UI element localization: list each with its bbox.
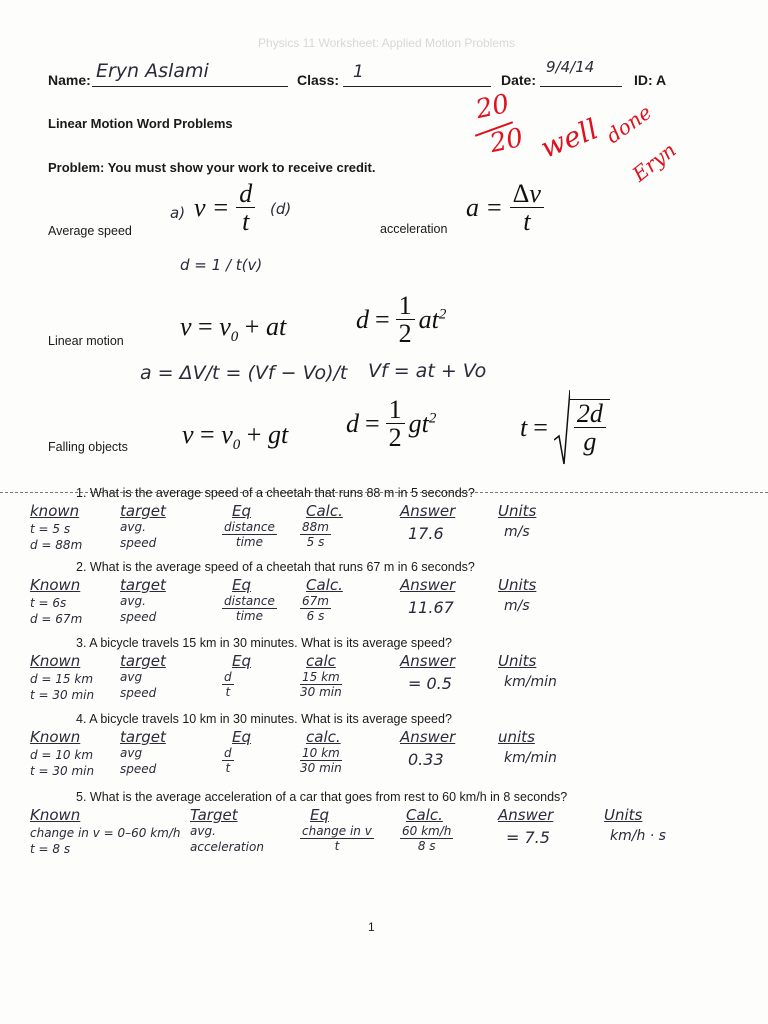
equation-numerator: d bbox=[224, 670, 232, 684]
known-header: Known bbox=[30, 576, 81, 594]
answer-header: Answer bbox=[400, 576, 456, 594]
class-value: 1 bbox=[353, 62, 364, 82]
question-number: 5. bbox=[76, 790, 87, 804]
target-header: Target bbox=[190, 806, 238, 824]
calculation-denominator: 5 s bbox=[306, 535, 325, 549]
target-value: speed bbox=[120, 610, 157, 624]
known-value: t = 8 s bbox=[30, 842, 71, 856]
falling-distance-formula: d = $\frac{1}{2}$ $gt^2$ bbox=[346, 395, 437, 453]
known-value: t = 6s bbox=[30, 596, 67, 610]
calc-header: calc bbox=[306, 652, 336, 670]
class-label: Class: bbox=[297, 72, 340, 88]
radical-sign-icon bbox=[554, 388, 570, 468]
acceleration-label: acceleration bbox=[380, 222, 448, 236]
calculation-fraction bbox=[300, 746, 342, 775]
page-number: 1 bbox=[368, 920, 375, 934]
known-value: t = 5 s bbox=[30, 522, 71, 536]
question-text bbox=[76, 790, 567, 804]
units-header: Units bbox=[498, 502, 537, 520]
target-value: avg. bbox=[190, 824, 216, 838]
calc-header: Calc. bbox=[306, 502, 343, 520]
question-body: A bicycle travels 15 km in 30 minutes. What is its average speed? bbox=[89, 636, 452, 650]
question-number: 4. bbox=[76, 712, 87, 726]
class-field bbox=[343, 62, 491, 87]
question-body: What is the average speed of a cheetah that runs 88 m in 5 seconds? bbox=[89, 486, 475, 500]
known-value: t = 30 min bbox=[30, 764, 95, 778]
known-value: change in v = 0–60 km/h bbox=[30, 826, 181, 840]
equation-fraction bbox=[222, 520, 277, 549]
calculation-fraction bbox=[300, 670, 342, 699]
question-body: What is the average speed of a cheetah that runs 67 m in 6 seconds? bbox=[89, 560, 475, 574]
equation-denominator: time bbox=[235, 535, 263, 549]
avg-speed-note-right: (d) bbox=[270, 200, 292, 218]
target-value: avg. bbox=[120, 594, 146, 608]
calc-header: calc. bbox=[306, 728, 341, 746]
known-header: Known bbox=[30, 652, 81, 670]
calculation-numerator: 60 km/h bbox=[402, 824, 452, 838]
target-value: acceleration bbox=[190, 840, 264, 854]
grade-comment-done: done bbox=[601, 99, 656, 149]
linear-velocity-formula: $v = v_0$ + at bbox=[180, 312, 287, 346]
equation-fraction bbox=[222, 670, 234, 699]
target-value: avg. bbox=[120, 520, 146, 534]
known-value: d = 15 km bbox=[30, 672, 94, 686]
known-header: Known bbox=[30, 728, 81, 746]
equation-denominator: t bbox=[225, 761, 231, 775]
acceleration-formula: a = $\frac{\Delta v}{t}$ bbox=[466, 180, 544, 236]
avg-speed-rearranged: d = 1 / t(v) bbox=[180, 256, 263, 274]
calculation-fraction bbox=[300, 520, 331, 549]
falling-velocity-formula: $v = v_0$ + gt bbox=[182, 420, 289, 454]
faint-title: Physics 11 Worksheet: Applied Motion Problems bbox=[258, 36, 516, 50]
name-value: Eryn Aslami bbox=[96, 60, 209, 82]
target-value: avg bbox=[120, 746, 143, 760]
calc-header: Calc. bbox=[406, 806, 443, 824]
calculation-denominator: 6 s bbox=[306, 609, 325, 623]
calculation-denominator: 8 s bbox=[417, 839, 436, 853]
eq-header: Eq bbox=[232, 728, 251, 746]
grade-comment-well: well bbox=[535, 112, 603, 165]
eq-header: Eq bbox=[232, 502, 251, 520]
calculation-numerator: 67m bbox=[302, 594, 329, 608]
target-header: target bbox=[120, 576, 166, 594]
question-number: 2. bbox=[76, 560, 87, 574]
units-header: units bbox=[498, 728, 535, 746]
linear-accel-note: a = ΔV/t = (Vf − Vo)/t bbox=[140, 362, 348, 384]
known-header: known bbox=[30, 502, 80, 520]
question-text bbox=[76, 560, 475, 574]
eq-header: Eq bbox=[232, 576, 251, 594]
equation-numerator: distance bbox=[224, 520, 275, 534]
equation-numerator: change in v bbox=[302, 824, 372, 838]
units-value: km/min bbox=[504, 674, 557, 690]
answer-value: 11.67 bbox=[408, 598, 454, 617]
units-header: Units bbox=[498, 576, 537, 594]
grade-comment-name: Eryn bbox=[627, 137, 681, 187]
id-label: ID: A bbox=[634, 72, 667, 88]
answer-value: 17.6 bbox=[408, 524, 444, 543]
units-value: km/h · s bbox=[610, 828, 666, 844]
answer-value: = 7.5 bbox=[506, 828, 550, 847]
worksheet-title: Linear Motion Word Problems bbox=[48, 116, 233, 131]
name-label: Name: bbox=[48, 72, 91, 88]
equation-numerator: d bbox=[224, 746, 232, 760]
target-header: target bbox=[120, 652, 166, 670]
question-number: 1. bbox=[76, 486, 87, 500]
date-value: 9/4/14 bbox=[546, 58, 595, 76]
target-header: target bbox=[120, 728, 166, 746]
target-header: target bbox=[120, 502, 166, 520]
calculation-fraction bbox=[400, 824, 453, 853]
question-number: 3. bbox=[76, 636, 87, 650]
equation-fraction bbox=[222, 594, 277, 623]
eq-header: Eq bbox=[310, 806, 329, 824]
calculation-denominator: 30 min bbox=[300, 761, 342, 775]
units-value: km/min bbox=[504, 750, 557, 766]
question-text bbox=[76, 486, 475, 500]
question-body: What is the average acceleration of a car that goes from rest to 60 km/h in 8 seconds? bbox=[89, 790, 568, 804]
calculation-fraction bbox=[300, 594, 331, 623]
equation-fraction bbox=[300, 824, 374, 853]
name-field bbox=[92, 60, 288, 87]
falling-time-formula: t = $\frac{2d}{g}$ bbox=[520, 388, 610, 468]
target-value: speed bbox=[120, 762, 157, 776]
linear-motion-label: Linear motion bbox=[48, 334, 124, 348]
target-value: avg bbox=[120, 670, 143, 684]
average-speed-formula: v = $\frac{d}{t}$ bbox=[194, 180, 255, 236]
question-body: A bicycle travels 10 km in 30 minutes. What is its average speed? bbox=[89, 712, 452, 726]
known-value: d = 88m bbox=[30, 538, 83, 552]
linear-vf-note: Vf = at + Vo bbox=[368, 360, 487, 382]
falling-objects-label: Falling objects bbox=[48, 440, 128, 454]
question-text bbox=[76, 636, 452, 650]
average-speed-label: Average speed bbox=[48, 224, 132, 238]
equation-numerator: distance bbox=[224, 594, 275, 608]
target-value: speed bbox=[120, 536, 157, 550]
grade-score-bottom: 20 bbox=[487, 122, 526, 160]
answer-header: Answer bbox=[400, 652, 456, 670]
calculation-denominator: 30 min bbox=[300, 685, 342, 699]
equation-denominator: t bbox=[334, 839, 340, 853]
answer-header: Answer bbox=[498, 806, 554, 824]
answer-header: Answer bbox=[400, 502, 456, 520]
date-field bbox=[540, 58, 622, 87]
equation-denominator: time bbox=[235, 609, 263, 623]
calculation-numerator: 88m bbox=[302, 520, 329, 534]
question-text bbox=[76, 712, 452, 726]
units-header: Units bbox=[498, 652, 537, 670]
calculation-numerator: 15 km bbox=[302, 670, 340, 684]
units-value: m/s bbox=[504, 598, 530, 614]
avg-speed-note-left: a) bbox=[170, 204, 186, 222]
units-value: m/s bbox=[504, 524, 530, 540]
known-value: d = 67m bbox=[30, 612, 83, 626]
calculation-numerator: 10 km bbox=[302, 746, 340, 760]
target-value: speed bbox=[120, 686, 157, 700]
answer-value: 0.33 bbox=[408, 750, 444, 769]
calc-header: Calc. bbox=[306, 576, 343, 594]
equation-fraction bbox=[222, 746, 234, 775]
known-value: d = 10 km bbox=[30, 748, 94, 762]
linear-distance-formula: d = $\frac{1}{2}$ $at^2$ bbox=[356, 291, 447, 349]
answer-value: = 0.5 bbox=[408, 674, 452, 693]
instructions: Problem: You must show your work to receive credit. bbox=[48, 160, 376, 175]
known-value: t = 30 min bbox=[30, 688, 95, 702]
units-header: Units bbox=[604, 806, 643, 824]
date-label: Date: bbox=[501, 72, 537, 88]
equation-denominator: t bbox=[225, 685, 231, 699]
grade-score-top: 20 bbox=[473, 88, 512, 126]
known-header: Known bbox=[30, 806, 81, 824]
answer-header: Answer bbox=[400, 728, 456, 746]
eq-header: Eq bbox=[232, 652, 251, 670]
